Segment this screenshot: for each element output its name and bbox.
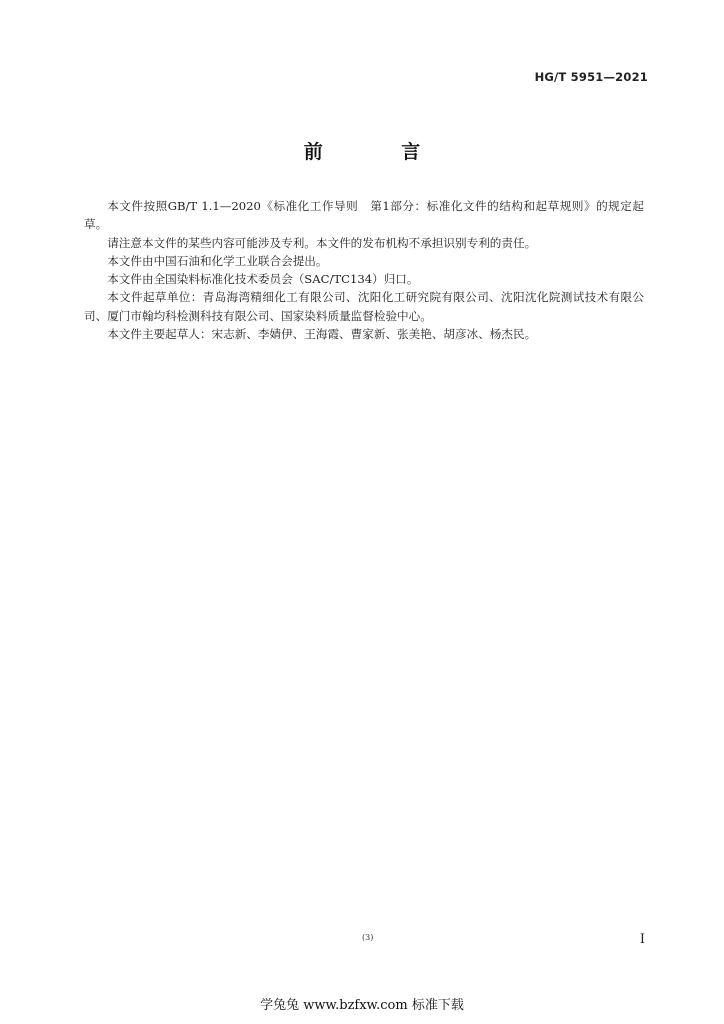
paragraph-drafting-units: 本文件起草单位：青岛海湾精细化工有限公司、沈阳化工研究院有限公司、沈阳沈化院测试技术有限公司、厦门市翰均科检测科技有限公司、国家染料质量监督检验中心。 bbox=[84, 290, 644, 323]
paragraph-committee: 本文件由全国染料标准化技术委员会（SAC/TC134）归口。 bbox=[107, 272, 419, 287]
paragraph-proposer: 本文件由中国石油和化学工业联合会提出。 bbox=[107, 253, 328, 268]
paragraph-drafters: 本文件主要起草人：宋志新、李婧伊、王海霞、曹家新、张美艳、胡彦冰、杨杰民。 bbox=[107, 327, 537, 342]
page-title: 前 言 bbox=[303, 141, 457, 163]
paragraph-patent-notice: 请注意本文件的某些内容可能涉及专利。本文件的发布机构不承担识别专利的责任。 bbox=[107, 235, 537, 250]
standard-code: HG/T 5951—2021 bbox=[534, 70, 648, 84]
foreword-body bbox=[84, 197, 644, 343]
page-number: I bbox=[639, 932, 645, 947]
download-watermark: 学兔兔 www.bzfxw.com 标准下载 bbox=[260, 998, 464, 1013]
folio-code: (3) bbox=[362, 933, 374, 942]
paragraph-drafting-rules: 本文件按照GB/T 1.1—2020《标准化工作导则 第1部分：标准化文件的结构和起草规则》的规定起草。 bbox=[84, 199, 644, 232]
